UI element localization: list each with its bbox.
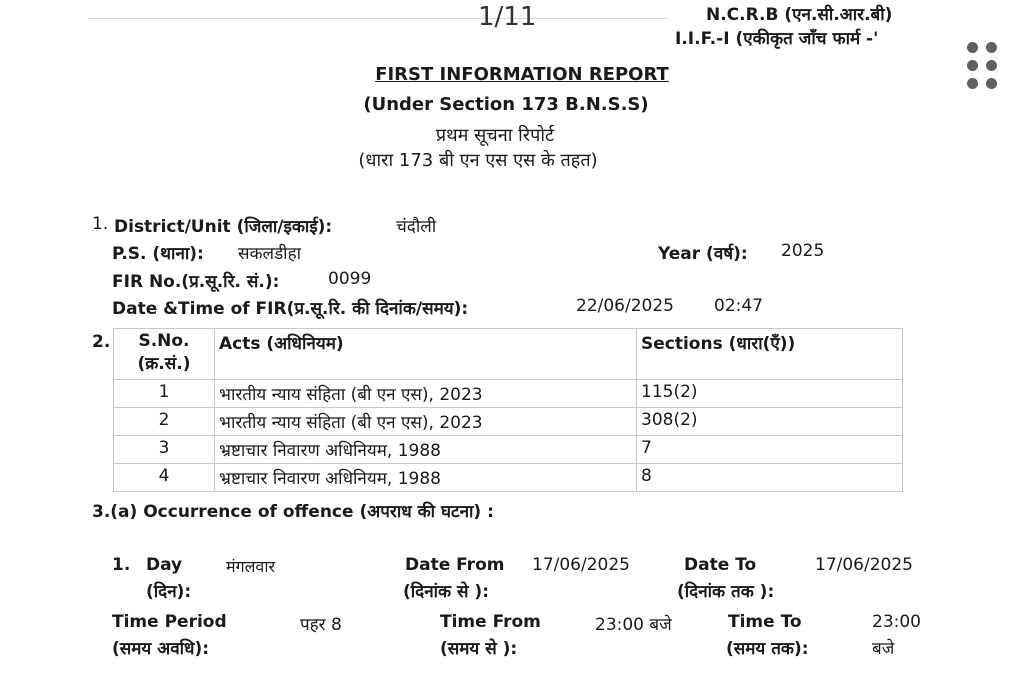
act-cell: भ्रष्टाचार निवारण अधिनियम, 1988 xyxy=(215,464,637,492)
act-cell: भारतीय न्याय संहिता (बी एन एस), 2023 xyxy=(215,380,637,408)
table-row xyxy=(114,380,903,408)
section-cell: 115(2) xyxy=(637,380,903,408)
section1-number: 1. xyxy=(92,214,109,234)
date-to-label: Date To xyxy=(684,555,757,575)
date-to-label-hindi: (दिनांक तक ): xyxy=(677,582,775,602)
fir-date-value: 22/06/2025 xyxy=(576,296,674,316)
section-cell: 8 xyxy=(637,464,903,492)
fir-time-value: 02:47 xyxy=(714,296,763,316)
year-value: 2025 xyxy=(781,241,825,261)
acts-header: Acts (अधिनियम) xyxy=(215,329,637,380)
day-label: Day xyxy=(146,555,183,575)
time-to-label: Time To xyxy=(728,612,802,632)
district-label: District/Unit (जिला/इकाई): xyxy=(114,217,333,237)
day-label-hindi: (दिन): xyxy=(146,582,192,602)
ps-value: सकलडीहा xyxy=(238,244,302,264)
date-from-value: 17/06/2025 xyxy=(532,555,630,575)
report-section-hindi: (धारा 173 बी एन एस एस के तहत) xyxy=(358,150,598,171)
time-period-value: पहर 8 xyxy=(300,615,342,635)
table-row xyxy=(114,436,903,464)
top-rule xyxy=(88,18,668,19)
date-to-value: 17/06/2025 xyxy=(815,555,913,575)
fir-no-value: 0099 xyxy=(328,269,372,289)
time-from-value: 23:00 बजे xyxy=(595,615,672,635)
date-from-label: Date From xyxy=(405,555,505,575)
report-title-hindi: प्रथम सूचना रिपोर्ट xyxy=(435,125,555,146)
sno-cell: 2 xyxy=(114,408,215,436)
time-to-unit: बजे xyxy=(872,639,895,659)
fir-no-label: FIR No.(प्र.सू.रि. सं.): xyxy=(112,272,280,292)
time-to-label-hindi: (समय तक): xyxy=(726,639,809,659)
report-title: FIRST INFORMATION REPORT xyxy=(375,64,669,85)
time-period-label: Time Period xyxy=(112,612,227,632)
ncrb-label: N.C.R.B (एन.सी.आर.बी) xyxy=(706,5,893,25)
sno-cell: 4 xyxy=(114,464,215,492)
section-cell: 7 xyxy=(637,436,903,464)
section-cell: 308(2) xyxy=(637,408,903,436)
sno-cell: 3 xyxy=(114,436,215,464)
page-indicator: 1/11 xyxy=(478,2,537,32)
fir-datetime-label: Date &Time of FIR(प्र.सू.रि. की दिनांक/समय): xyxy=(112,299,469,319)
act-cell: भारतीय न्याय संहिता (बी एन एस), 2023 xyxy=(215,408,637,436)
year-label: Year (वर्ष): xyxy=(658,244,748,264)
act-cell: भ्रष्टाचार निवारण अधिनियम, 1988 xyxy=(215,436,637,464)
date-from-label-hindi: (दिनांक से ): xyxy=(403,582,489,602)
time-from-label-hindi: (समय से ): xyxy=(440,639,518,659)
report-section: (Under Section 173 B.N.S.S) xyxy=(363,94,649,115)
table-row xyxy=(114,408,903,436)
day-value: मंगलवार xyxy=(226,557,276,576)
sections-header: Sections (धारा(एँ)) xyxy=(637,329,903,380)
acts-table xyxy=(113,328,903,492)
sno-cell: 1 xyxy=(114,380,215,408)
section3-heading: 3.(a) Occurrence of offence (अपराध की घटना) : xyxy=(92,502,494,522)
occurrence-item-number: 1. xyxy=(112,555,131,575)
table-row xyxy=(114,464,903,492)
section2-number: 2. xyxy=(92,332,111,352)
time-from-label: Time From xyxy=(440,612,541,632)
time-to-value: 23:00 xyxy=(872,612,921,632)
ps-label: P.S. (थाना): xyxy=(112,244,204,264)
time-period-label-hindi: (समय अवधि): xyxy=(112,639,210,659)
table-header-row xyxy=(114,329,903,380)
form-label: I.I.F.-I (एकीकृत जाँच फार्म -' xyxy=(675,29,879,49)
district-value: चंदौली xyxy=(396,217,437,237)
sno-header: S.No. (क्र.सं.) xyxy=(114,329,215,380)
